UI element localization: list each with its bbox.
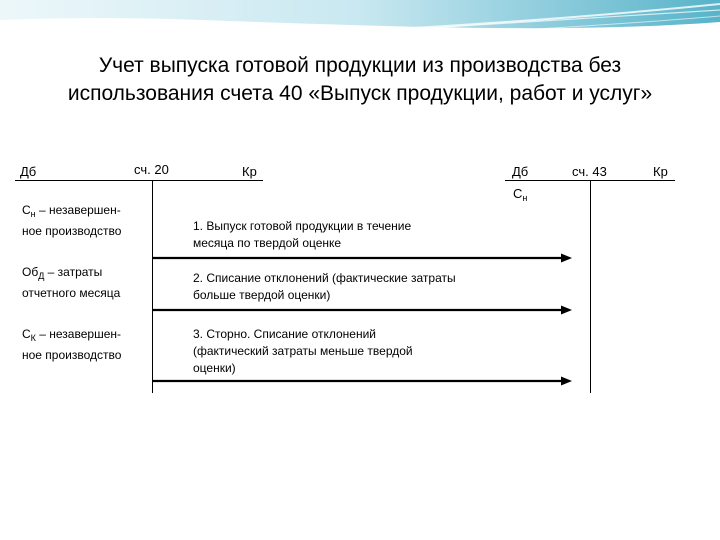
operation-line: месяца по твердой оценке xyxy=(193,236,342,250)
entry-text: – незавершен- xyxy=(35,327,121,341)
account43-debit-label: Дб xyxy=(512,164,529,179)
title-line-1: Учет выпуска готовой продукции из производства без xyxy=(98,54,622,77)
operation-2 xyxy=(193,270,456,304)
entry-opening-balance xyxy=(22,202,121,240)
entry-symbol: С xyxy=(22,327,31,341)
account43-credit-label: Кр xyxy=(653,164,668,179)
operation-line: (фактический затраты меньше твердой xyxy=(193,344,413,358)
slide-title xyxy=(20,52,700,108)
balance-symbol: С xyxy=(513,186,523,201)
operation-1 xyxy=(193,218,411,252)
operation-1-arrow xyxy=(152,252,572,264)
entry-month-costs xyxy=(22,264,120,302)
title-line-2: использования счета 40 «Выпуск продукции, работ и услуг» xyxy=(67,82,653,105)
entry-text-cont: ное производство xyxy=(22,224,122,238)
entry-text-cont: ное производство xyxy=(22,348,122,362)
operation-3 xyxy=(193,326,413,377)
account20-credit-label: Кр xyxy=(242,164,257,179)
operation-line: больше твердой оценки) xyxy=(193,288,331,302)
entry-closing-balance xyxy=(22,326,121,364)
operation-3-arrow xyxy=(152,375,572,387)
operation-line: 2. Списание отклонений (фактические затраты xyxy=(193,271,456,285)
entry-text: – затраты xyxy=(44,265,103,279)
entry-text: – незавершен- xyxy=(35,203,121,217)
operation-2-arrow xyxy=(152,304,572,316)
entry-subscript: н xyxy=(30,209,36,219)
account20-top-rule xyxy=(15,180,263,181)
entry-symbol: С xyxy=(22,203,31,217)
entry-subscript: Д xyxy=(38,271,45,281)
account43-opening-balance xyxy=(513,185,527,207)
account20-name: сч. 20 xyxy=(134,162,169,177)
entry-subscript: К xyxy=(30,333,36,343)
balance-subscript: н xyxy=(522,193,528,203)
operation-line: оценки) xyxy=(193,361,236,375)
entry-symbol: Об xyxy=(22,265,39,279)
header-banner xyxy=(0,0,720,40)
account43-name: сч. 43 xyxy=(572,164,607,179)
account43-divider xyxy=(590,180,591,393)
account20-divider xyxy=(152,180,153,393)
operation-line: 3. Сторно. Списание отклонений xyxy=(193,327,376,341)
account20-debit-label: Дб xyxy=(20,164,37,179)
operation-line: 1. Выпуск готовой продукции в течение xyxy=(193,219,412,233)
entry-text-cont: отчетного месяца xyxy=(22,286,121,300)
